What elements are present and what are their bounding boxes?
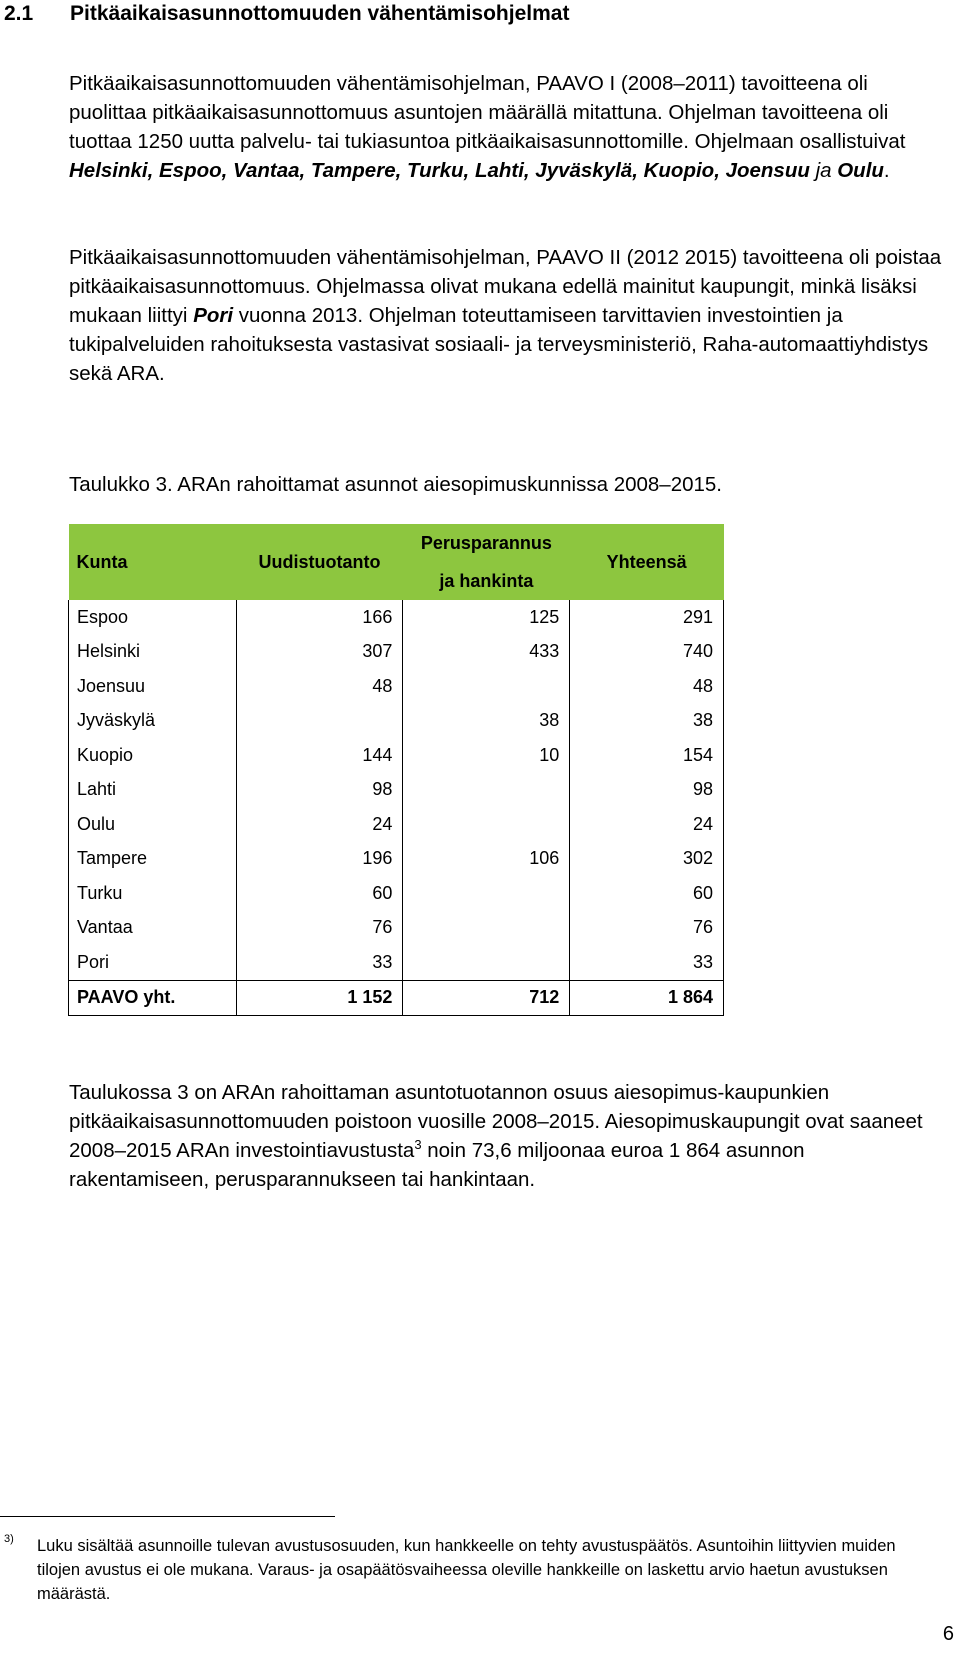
table-row <box>69 635 724 670</box>
table-row <box>69 807 724 842</box>
section-heading <box>4 2 569 26</box>
table-total-row <box>69 980 724 1015</box>
cell-kunta: Joensuu <box>69 669 237 704</box>
footnote-mark: 3) <box>4 1533 14 1545</box>
cell-uudis: 24 <box>236 807 403 842</box>
table-row <box>69 773 724 808</box>
cell-uudis: 76 <box>236 911 403 946</box>
header-perusparannus-line1: Perusparannus <box>420 533 552 553</box>
paragraph-paavo-2 <box>69 243 949 388</box>
cell-kunta: Oulu <box>69 807 237 842</box>
total-yht: 1 864 <box>570 980 724 1015</box>
cell-yht: 38 <box>570 704 724 739</box>
paragraph-end: . <box>883 159 890 182</box>
paragraph-text: noin 73,6 miljoonaa euroa 1 864 asunnon rakentamiseen, perusparannukseen tai hankintaan. <box>69 1139 805 1191</box>
cell-uudis: 60 <box>236 876 403 911</box>
header-yhteensa: Yhteensä <box>570 524 724 600</box>
section-number: 2.1 <box>4 2 34 25</box>
cell-uudis: 98 <box>236 773 403 808</box>
table-row <box>69 876 724 911</box>
paragraph-text: vuonna 2013. Ohjelman toteuttamiseen tarvittavien investointien ja tukipalveluiden rahoituksesta vastasivat sosiaali- ja terveysministeriö, Raha-automaattiyhdistys sekä ARA. <box>69 304 929 385</box>
cell-uudis: 307 <box>236 635 403 670</box>
cell-perus <box>403 945 570 980</box>
paragraph-text: Pitkäaikaisasunnottomuuden vähentämisohjelman, PAAVO I (2008–2011) tavoitteena oli puolittaa pitkäaikaisasunnottomuus asuntojen määrällä mitattuna. Ohjelman tavoitteena oli tuottaa 1250 uutta palvelu- tai tukiasuntoa pitkäaikaisasunnottomille. Ohjelmaan osallistuivat <box>69 72 906 153</box>
table-header-row <box>69 524 724 600</box>
cell-yht: 48 <box>570 669 724 704</box>
paragraph-summary <box>69 1078 949 1194</box>
cell-kunta: Turku <box>69 876 237 911</box>
table-row <box>69 600 724 635</box>
table-row <box>69 704 724 739</box>
paragraph-text: Taulukossa 3 on ARAn rahoittaman asuntotuotannon osuus aiesopimus-kaupunkien pitkäaikaisasunnottomuuden poistoon vuosille 2008–2015. Aiesopimuskaupungit ovat saaneet 2008–2015 ARAn investointiavustusta <box>69 1081 923 1162</box>
total-perus: 712 <box>403 980 570 1015</box>
cell-kunta: Lahti <box>69 773 237 808</box>
table-row <box>69 842 724 877</box>
joined-city: Pori <box>193 304 234 327</box>
cell-perus <box>403 807 570 842</box>
cell-uudis: 166 <box>236 600 403 635</box>
table-row <box>69 911 724 946</box>
table-row <box>69 669 724 704</box>
cell-uudis <box>236 704 403 739</box>
cell-yht: 60 <box>570 876 724 911</box>
cell-yht: 740 <box>570 635 724 670</box>
cell-yht: 302 <box>570 842 724 877</box>
total-uudis: 1 152 <box>236 980 403 1015</box>
section-title: Pitkäaikaisasunnottomuuden vähentämisohjelmat <box>70 2 570 25</box>
cell-perus: 433 <box>403 635 570 670</box>
cell-kunta: Pori <box>69 945 237 980</box>
cell-perus <box>403 669 570 704</box>
cell-kunta: Espoo <box>69 600 237 635</box>
conjunction: ja <box>809 159 838 182</box>
cell-kunta: Helsinki <box>69 635 237 670</box>
cell-perus: 125 <box>403 600 570 635</box>
cell-uudis: 144 <box>236 738 403 773</box>
cell-kunta: Tampere <box>69 842 237 877</box>
cell-uudis: 196 <box>236 842 403 877</box>
cell-kunta: Jyväskylä <box>69 704 237 739</box>
cell-perus <box>403 911 570 946</box>
cell-perus: 106 <box>403 842 570 877</box>
table-row <box>69 945 724 980</box>
cell-yht: 24 <box>570 807 724 842</box>
cell-yht: 76 <box>570 911 724 946</box>
paragraph-text: Pitkäaikaisasunnottomuuden vähentämisohjelman, PAAVO II (2012 2015) tavoitteena oli poistaa pitkäaikaisasunnottomuus. Ohjelmassa olivat mukana edellä mainitut kaupungit, minkä lisäksi mukaan liittyi <box>69 246 942 327</box>
cell-uudis: 33 <box>236 945 403 980</box>
funding-table <box>68 524 724 1016</box>
table-row <box>69 738 724 773</box>
cell-yht: 33 <box>570 945 724 980</box>
footnote-divider <box>0 1516 335 1517</box>
cell-perus <box>403 876 570 911</box>
cell-yht: 291 <box>570 600 724 635</box>
table-caption: Taulukko 3. ARAn rahoittamat asunnot aiesopimuskunnissa 2008–2015. <box>69 473 723 496</box>
cell-kunta: Vantaa <box>69 911 237 946</box>
total-kunta: PAAVO yht. <box>69 980 237 1015</box>
header-perusparannus-line2: ja hankinta <box>439 571 534 591</box>
header-perusparannus <box>403 524 570 600</box>
cell-perus: 38 <box>403 704 570 739</box>
participating-city-last: Oulu <box>837 159 884 182</box>
header-uudistuotanto: Uudistuotanto <box>236 524 403 600</box>
page-number: 6 <box>942 1623 954 1645</box>
footnote-text: Luku sisältää asunnoille tulevan avustusosuuden, kun hankkeelle on tehty avustuspäätös. Asuntoihin liittyvien muiden tilojen avustus ei ole mukana. Varaus- ja osapäätösvaiheessa oleville hankkeille on laskettu arvio haetun avustuksen määrästä. <box>37 1537 896 1603</box>
cell-uudis: 48 <box>236 669 403 704</box>
paragraph-paavo-1 <box>69 69 949 185</box>
cell-kunta: Kuopio <box>69 738 237 773</box>
header-kunta: Kunta <box>69 524 237 600</box>
cell-perus <box>403 773 570 808</box>
cell-yht: 154 <box>570 738 724 773</box>
footnote-reference: 3 <box>414 1137 422 1153</box>
cell-yht: 98 <box>570 773 724 808</box>
cell-perus: 10 <box>403 738 570 773</box>
participating-cities: Helsinki, Espoo, Vantaa, Tampere, Turku, Lahti, Jyväskylä, Kuopio, Joensuu <box>69 159 810 182</box>
